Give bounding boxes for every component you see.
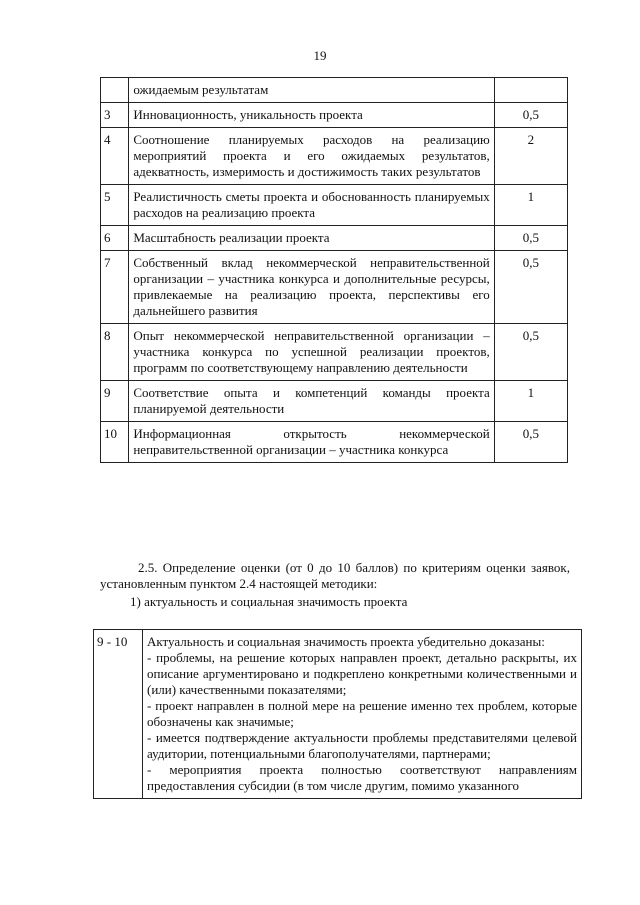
criterion-score: 1 [494,381,567,422]
description-line: - проект направлен в полной мере на решение именно тех проблем, которые обозначены как значимые; [147,698,577,729]
criteria-row [101,251,568,324]
description-line: - мероприятия проекта полностью соответствуют направлениям предоставления субсидии (в том числе другим, помимо указанного [147,762,577,793]
criterion-text: Соответствие опыта и компетенций команды проекта планируемой деятельности [129,381,494,422]
criterion-number [101,78,129,103]
criterion-text: Инновационность, уникальность проекта [129,103,494,128]
criterion-score: 0,5 [494,324,567,381]
criterion-number: 6 [101,226,129,251]
score-description [143,630,582,799]
criteria-row [101,185,568,226]
criterion-number: 10 [101,422,129,463]
criteria-table [100,77,568,463]
criteria-row [101,422,568,463]
criterion-score [494,78,567,103]
criterion-text: Собственный вклад некоммерческой неправительственной организации – участника конкурса и дополнительные ресурсы, привлекаемые на реализацию проекта, перспективы его дальнейшего развития [129,251,494,324]
criterion-score: 2 [494,128,567,185]
description-line: - проблемы, на решение которых направлен проект, детально раскрыты, их описание аргументировано и подкреплено конкретными количественными и (или) качественными показателями; [147,650,577,697]
criterion-text: Соотношение планируемых расходов на реализацию мероприятий проекта и его ожидаемых результатов, адекватность, измеримость и достижимость таких результатов [129,128,494,185]
description-line: - имеется подтверждение актуальности проблемы представителями целевой аудитории, потенциальными благополучателями, партнерами; [147,730,577,761]
criterion-text: Реалистичность сметы проекта и обоснованность планируемых расходов на реализацию проекта [129,185,494,226]
criterion-score: 1 [494,185,567,226]
scale-row [94,630,582,799]
criterion-number: 5 [101,185,129,226]
criteria-row [101,226,568,251]
criterion-text: Масштабность реализации проекта [129,226,494,251]
criteria-row [101,128,568,185]
criteria-row [101,78,568,103]
section-item: 1) актуальность и социальная значимость проекта [130,594,408,609]
criterion-number: 3 [101,103,129,128]
criterion-number: 9 [101,381,129,422]
criterion-score: 0,5 [494,103,567,128]
criterion-number: 8 [101,324,129,381]
criteria-row [101,103,568,128]
criterion-score: 0,5 [494,251,567,324]
criterion-score: 0,5 [494,422,567,463]
criterion-score: 0,5 [494,226,567,251]
page-number: 19 [313,48,327,63]
section-paragraph: 2.5. Определение оценки (от 0 до 10 баллов) по критериям оценки заявок, установленным пунктом 2.4 настоящей методики: [100,560,570,591]
criteria-row [101,381,568,422]
criterion-number: 7 [101,251,129,324]
criteria-row [101,324,568,381]
description-line: Актуальность и социальная значимость проекта убедительно доказаны: [147,634,545,649]
criterion-text: Опыт некоммерческой неправительственной организации – участника конкурса по успешной реализации проектов, программ по соответствующему направлению деятельности [129,324,494,381]
score-range: 9 - 10 [94,630,143,799]
criterion-number: 4 [101,128,129,185]
criterion-text: ожидаемым результатам [129,78,494,103]
criterion-text: Информационная открытость некоммерческой неправительственной организации – участника конкурса [129,422,494,463]
scale-table [93,629,582,799]
